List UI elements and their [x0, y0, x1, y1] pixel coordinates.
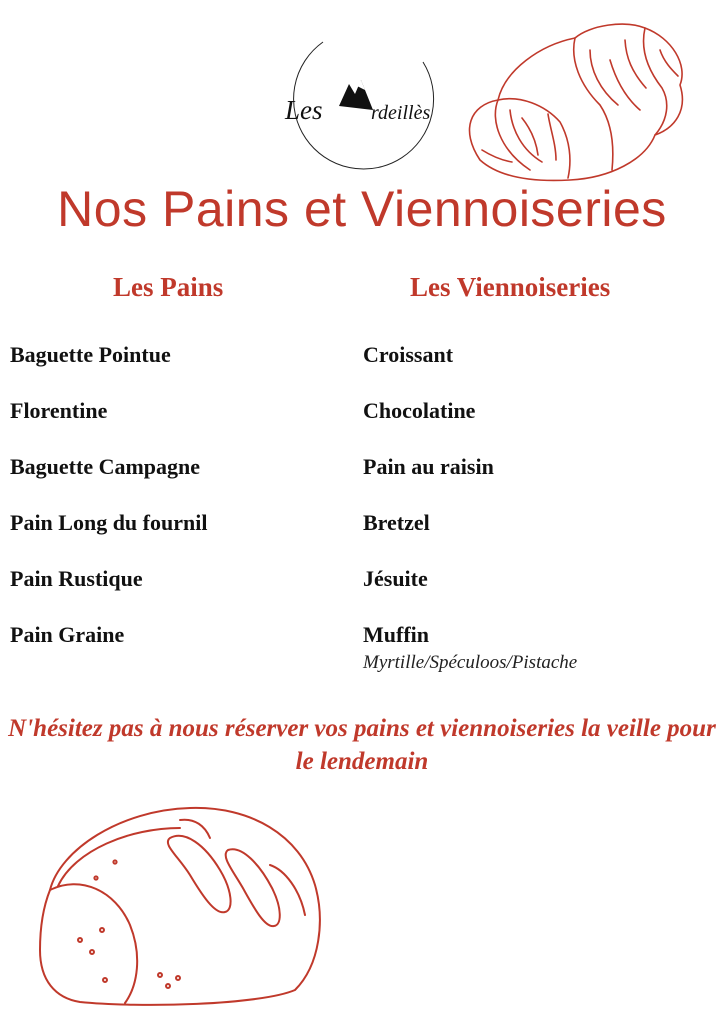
- muffin-flavours: Myrtille/Spéculoos/Pistache: [363, 652, 578, 673]
- pains-list: [10, 336, 207, 672]
- croissant-illustration-icon: [450, 10, 690, 195]
- page-title: Nos Pains et Viennoiseries: [57, 181, 667, 237]
- logo-text-right: rdeillès: [371, 102, 431, 124]
- list-item: Croissant: [363, 342, 454, 367]
- list-item: Florentine: [10, 398, 108, 423]
- mountain-logo-icon: [339, 80, 373, 110]
- list-item-muffin: [363, 616, 577, 672]
- list-item: Chocolatine: [363, 398, 476, 423]
- list-item: Pain au raisin: [363, 454, 494, 479]
- list-item: Baguette Pointue: [10, 342, 171, 367]
- column-heading-viennoiseries: Les Viennoiseries: [410, 272, 611, 302]
- list-item: Pain Rustique: [10, 566, 143, 591]
- list-item: Pain Graine: [10, 622, 125, 647]
- column-heading-pains: Les Pains: [113, 272, 224, 302]
- list-item: Jésuite: [363, 566, 428, 591]
- muffin-label: Muffin: [363, 622, 429, 647]
- list-item: Baguette Campagne: [10, 454, 201, 479]
- brand-logo: [283, 22, 438, 177]
- reservation-note: N'hésitez pas à nous réserver vos pains et viennoiseries la veille pour le lendemain: [8, 715, 716, 775]
- bread-illustration-icon: [20, 790, 330, 1015]
- list-item: Pain Long du fournil: [10, 510, 208, 535]
- list-item: Bretzel: [363, 510, 430, 535]
- viennoiseries-list: [363, 336, 577, 672]
- logo-text-left: Les: [285, 95, 323, 125]
